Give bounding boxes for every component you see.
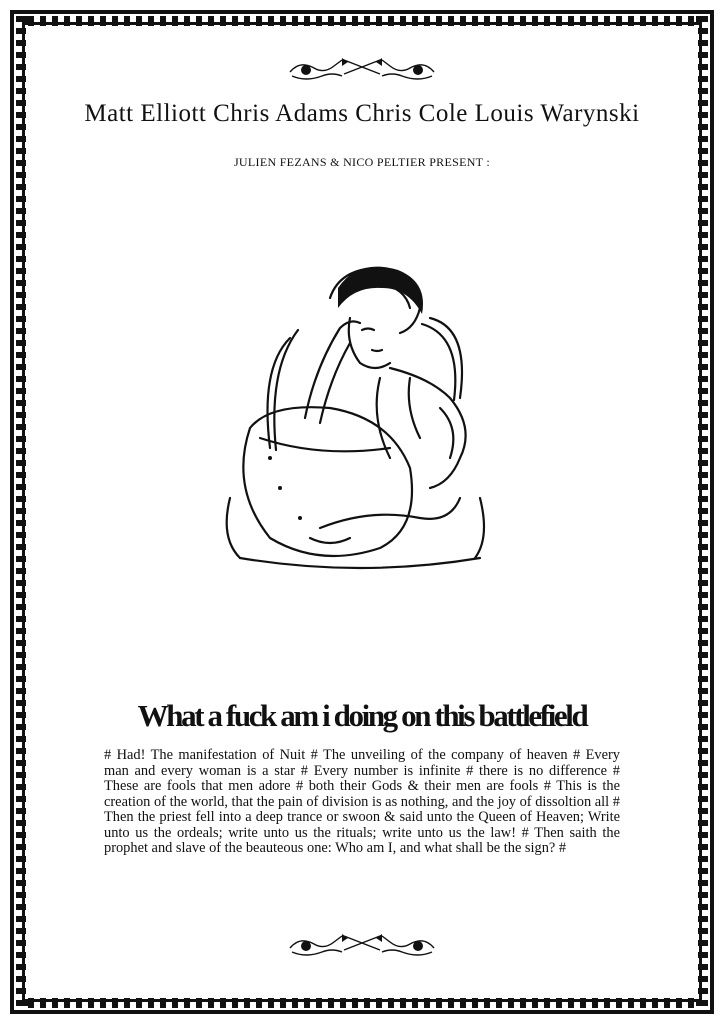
ornament-bottom-icon <box>282 930 442 960</box>
ornament-top-icon <box>282 54 442 84</box>
presenters-line: JULIEN FEZANS & NICO PELTIER PRESENT : <box>233 155 491 169</box>
woman-armchair-illustration-icon <box>210 258 510 578</box>
artists-line: Matt Elliott Chris Adams Chris Cole Louis Warynski <box>84 100 640 127</box>
poster-body-text: # Had! The manifestation of Nuit # The unveiling of the company of heaven # Every man and every woman is a star # Every number is infinite # there is no difference # These are fools that men adore # both their Gods & their men are fools # This is the creation of the world, that the pain of division is as nothing, and the joy of dissoltion all # Then the priest fell into a deep trance or swoon & said unto the Queen of Heaven; Write unto us the ordeals; write unto us the rituals; write unto us the law! # Then saith the prophet and slave of the beauteous one: Who am I, and what shall be the sign? # <box>104 747 620 856</box>
poster-title: What a fuck am i doing on this battlefield <box>137 698 587 733</box>
